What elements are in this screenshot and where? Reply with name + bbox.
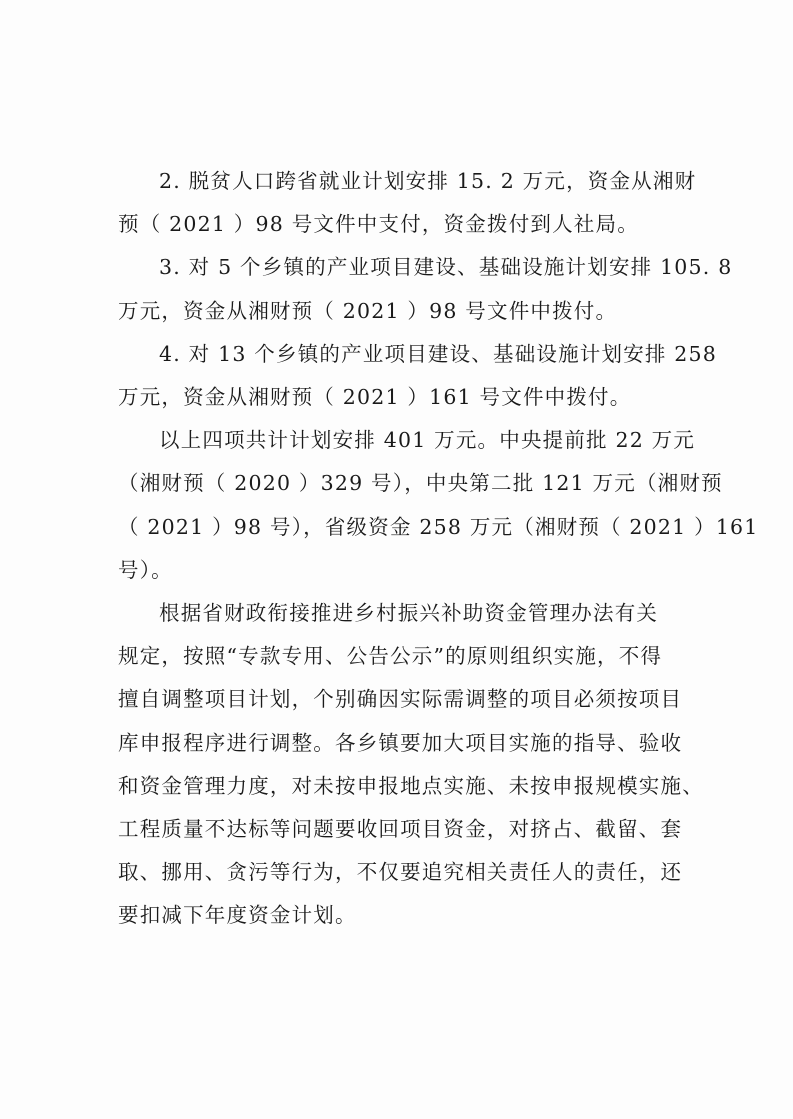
text-line: 3. 对 5 个乡镇的产业项目建设、基础设施计划安排 105. 8 bbox=[159, 255, 733, 280]
paragraph-total-summary bbox=[118, 419, 759, 592]
text-line: 取、挪用、贪污等行为，不仅要追究相关责任人的责任，还 bbox=[118, 860, 683, 885]
document-body bbox=[118, 160, 759, 938]
text-line: 工程质量不达标等问题要收回项目资金，对挤占、截留、套 bbox=[118, 817, 683, 842]
text-line: 万元，资金从湘财预（ 2021 ）161 号文件中拨付。 bbox=[118, 385, 632, 410]
paragraph-thirteen-towns-plan bbox=[118, 333, 718, 419]
text-line: （湘财预（ 2020 ）329 号），中央第二批 121 万元（湘财预 bbox=[118, 471, 723, 496]
text-line: 4. 对 13 个乡镇的产业项目建设、基础设施计划安排 258 bbox=[159, 341, 718, 366]
paragraph-employment-plan bbox=[118, 160, 697, 246]
text-line: 规定，按照“专款专用、公告公示”的原则组织实施，不得 bbox=[118, 644, 663, 669]
text-line: 以上四项共计计划安排 401 万元。中央提前批 22 万元 bbox=[159, 428, 696, 453]
paragraph-five-towns-plan bbox=[118, 246, 733, 332]
text-line: 号）。 bbox=[118, 557, 173, 582]
text-line: 万元，资金从湘财预（ 2021 ）98 号文件中拨付。 bbox=[118, 298, 618, 323]
text-line: 擅自调整项目计划，个别确因实际需调整的项目必须按项目 bbox=[118, 687, 683, 712]
text-line: 和资金管理力度，对未按申报地点实施、未按申报规模实施、 bbox=[118, 773, 704, 798]
text-line: 预（ 2021 ）98 号文件中支付，资金拨付到人社局。 bbox=[118, 212, 639, 237]
text-line: 库申报程序进行调整。各乡镇要加大项目实施的指导、验收 bbox=[118, 730, 683, 755]
paragraph-management-rules bbox=[118, 592, 704, 938]
text-line: 根据省财政衔接推进乡村振兴补助资金管理办法有关 bbox=[159, 601, 659, 626]
text-line: 2. 脱贫人口跨省就业计划安排 15. 2 万元，资金从湘财 bbox=[159, 169, 697, 193]
text-line: （ 2021 ）98 号），省级资金 258 万元（湘财预（ 2021 ）161 bbox=[118, 514, 759, 539]
text-line: 要扣减下年度资金计划。 bbox=[118, 903, 357, 928]
